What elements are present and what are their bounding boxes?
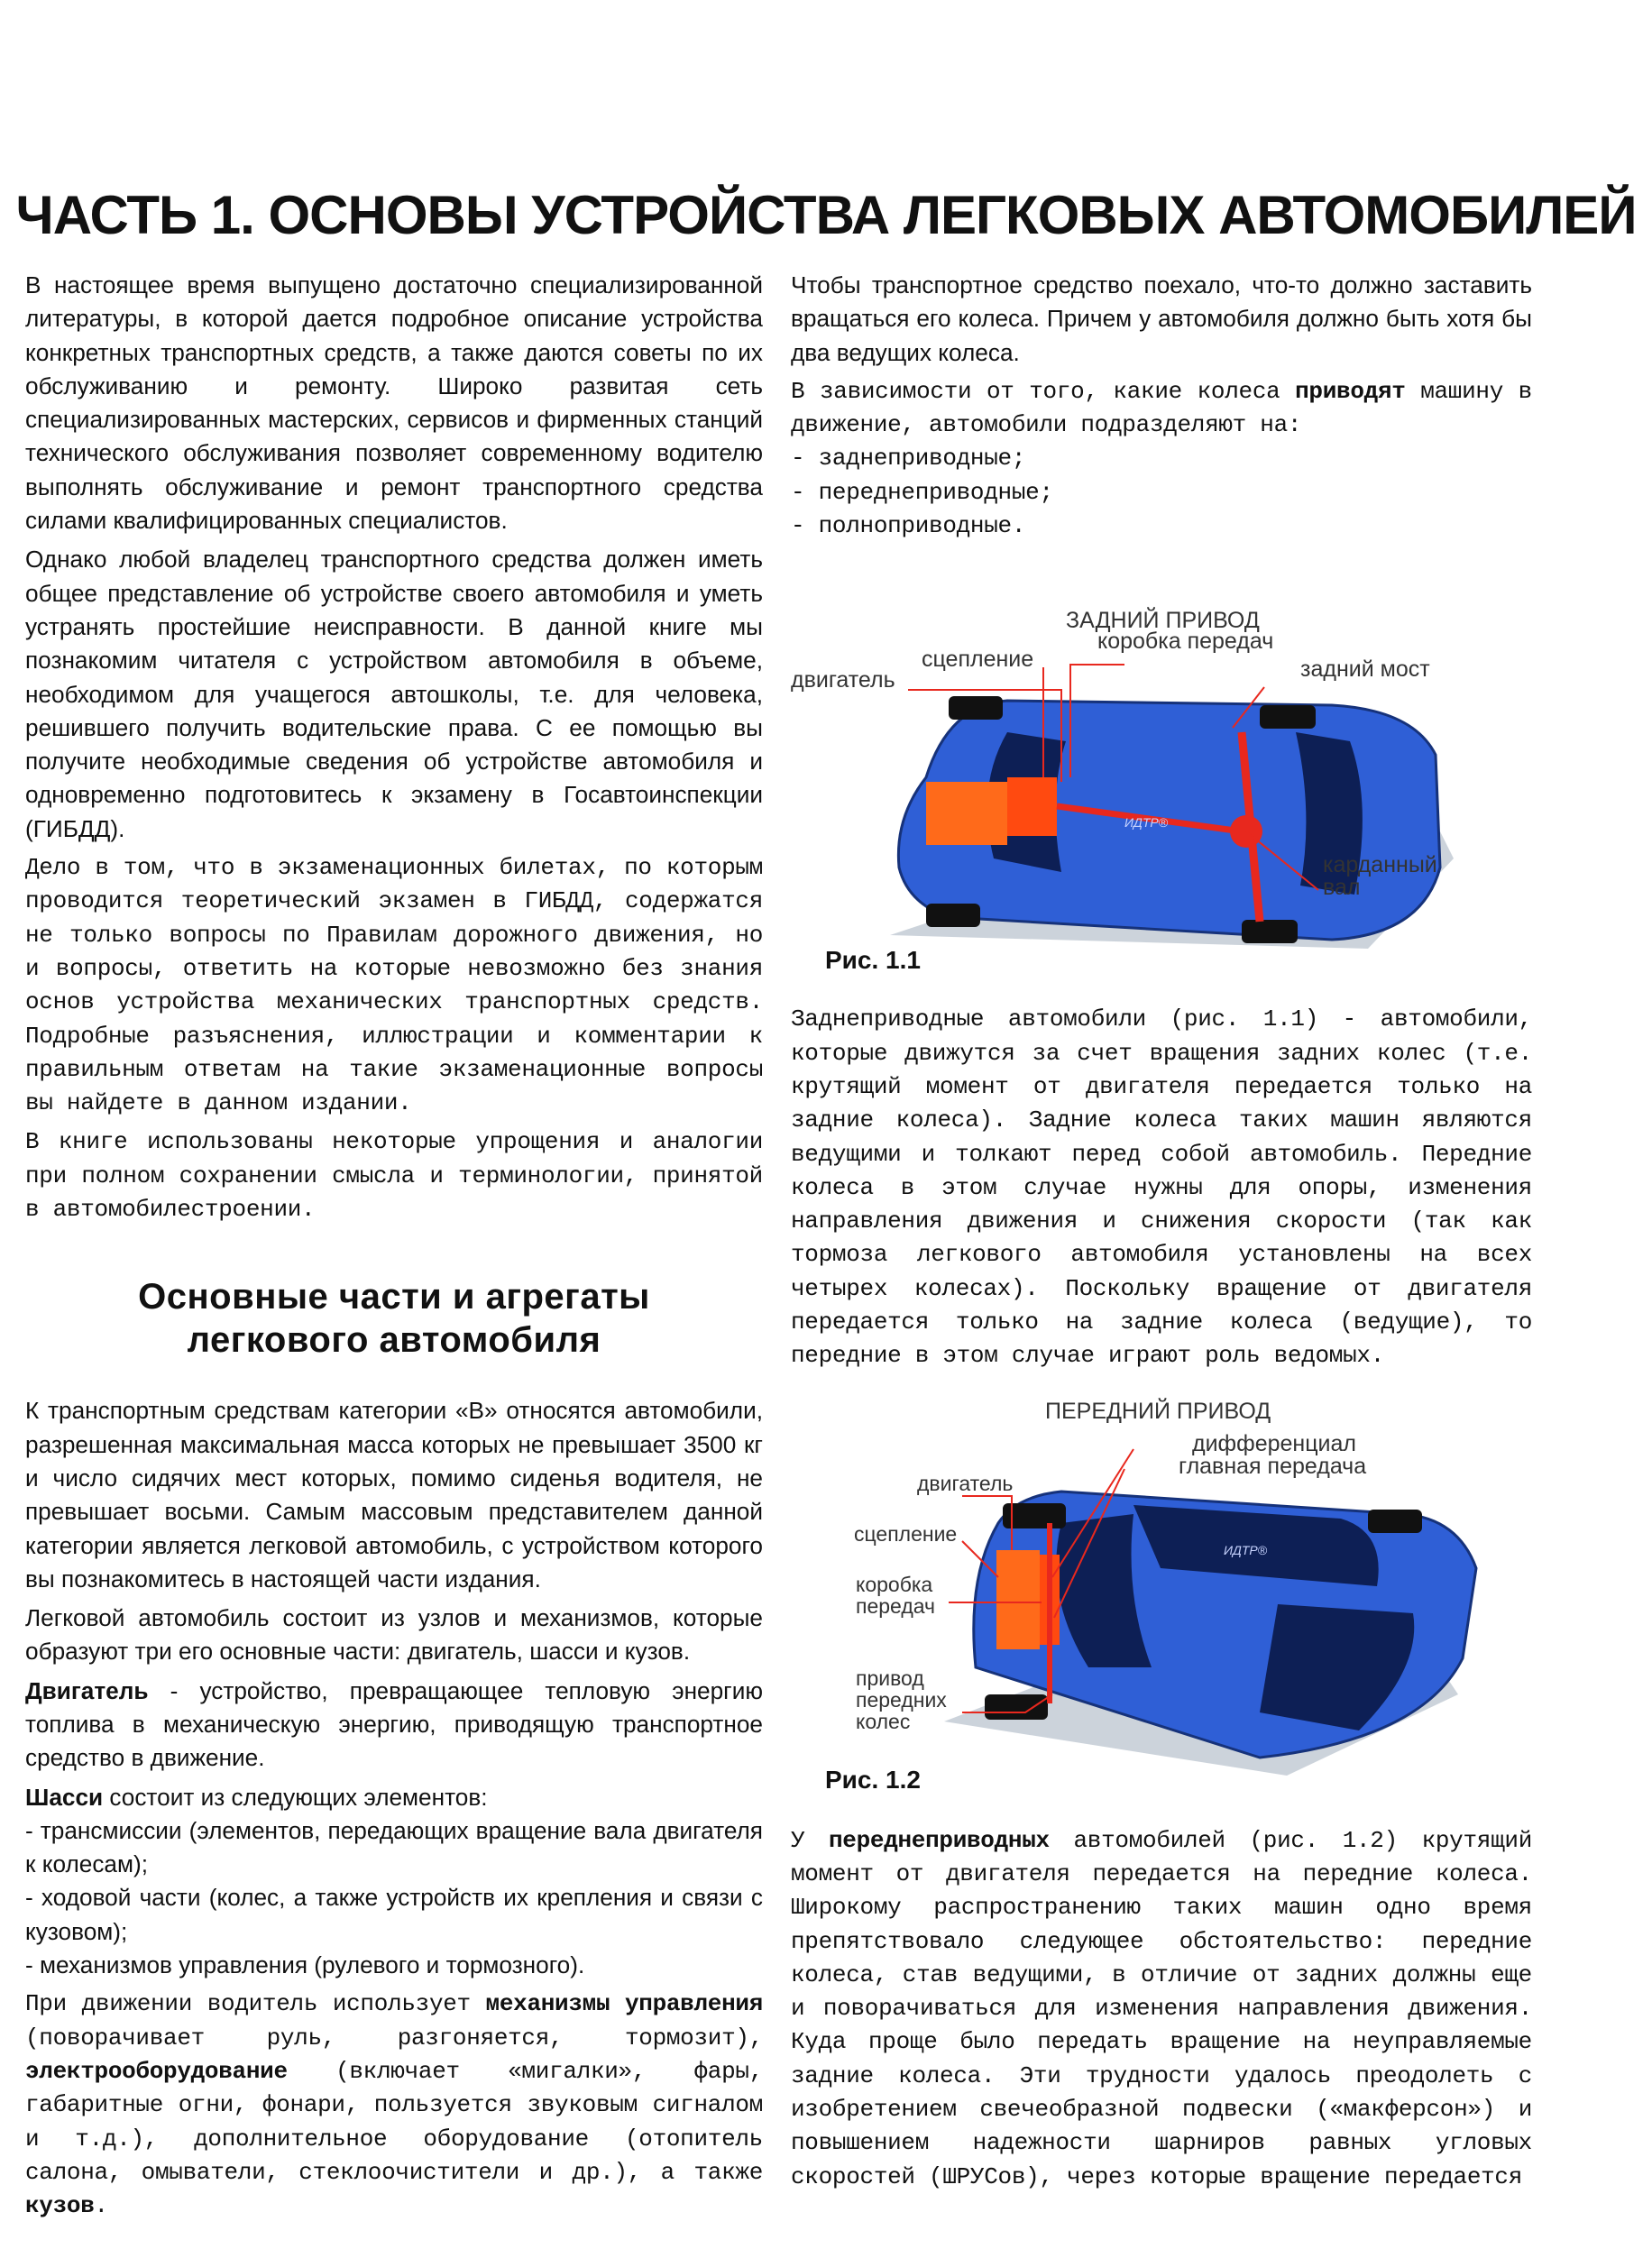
rear-drive-diagram <box>791 561 1532 985</box>
text: У <box>791 1826 829 1854</box>
label-driveshaft: карданный <box>1323 852 1437 878</box>
text: - устройство, превращающее тепловую энергию топлива в механическую энергию, приводящую транспортное средство в движение. <box>25 1676 763 1772</box>
list-item: - ходовой части (колес, а также устройств их крепления и связи с кузовом); <box>25 1884 763 1945</box>
label-front-drive: передних <box>856 1687 947 1712</box>
label-gearbox: коробка передач <box>1097 629 1274 655</box>
wheel-rear-left <box>1260 705 1316 729</box>
paragraph: Заднеприводные автомобили (рис. 1.1) - автомобили, которые движутся за счет вращения задних колес (т.е. крутящий момент от двигателя передается только на задние колеса). Задние колеса таких машин являются ведущими и толкают перед собой автомобиль. Передние колеса в этом случае нужны для опоры, изменения направления движения и снижения скорости (так как тормоза легкового автомобиля установлены на всех четырех колесах). Поскольку вращение от двигателя передается только на задние колеса (ведущие), то передние в этом случае играют роль ведомых. <box>791 1005 1532 1370</box>
paragraph <box>791 1824 1532 2194</box>
paragraph: К транспортным средствам категории «В» относятся автомобили, разрешенная максимальная масса которых не превышает 3500 кг и число сидячих мест которых, помимо сиденья водителя, не превышает восьми. Самым массовым представителем данной категории является легковой автомобиль, с устройством которого вы познакомитесь в настоящей части издания. <box>25 1397 763 1593</box>
engine-block <box>996 1550 1040 1649</box>
engine-block <box>926 782 1007 845</box>
text: (поворачивает руль, разгоняется, тормозит), <box>25 2024 763 2052</box>
figure-caption: Рис. 1.2 <box>825 1765 921 1794</box>
wheel-front-right <box>926 904 980 927</box>
wheel-front-left <box>949 696 1003 720</box>
wheel-front-right <box>985 1694 1048 1720</box>
label-clutch: сцепление <box>854 1521 958 1546</box>
term: переднеприводных <box>828 1826 1050 1854</box>
term: кузов <box>25 2192 95 2220</box>
label-differential: дифференциал <box>1192 1430 1356 1456</box>
list-item: - полноприводные. <box>791 512 1026 540</box>
text: автомобилей (рис. 1.2) крутящий момент от двигателя передается на передние колеса. Широкому распространению таких машин одно время препятствовало следующее обстоятельство: передние колеса, став ведущими, в отличие от задних должны еще и поворачиваться для изменения направления движения. Куда проще было передать вращение на неуправляемые задние колеса. Эти трудности удалось преодолеть с изобретением свечеобразной подвески («макферсон») и повышением надежности шарниров равных угловых скоростей (ШРУСов), через которые вращение передается <box>791 1826 1532 2190</box>
list-item: - переднеприводные; <box>791 478 1053 506</box>
term: механизмы управления <box>485 1990 763 2018</box>
figure-caption: Рис. 1.1 <box>825 946 921 975</box>
wheel-rear-right <box>1242 920 1298 943</box>
section-heading <box>25 1275 763 1362</box>
brand-mark: ИДТР® <box>1224 1542 1268 1557</box>
label-engine: двигатель <box>791 667 895 693</box>
text: В зависимости от того, какие колеса <box>791 377 1296 405</box>
label-gearbox: коробка <box>856 1572 933 1596</box>
figure-rear-drive <box>791 561 1532 985</box>
paragraph <box>791 375 1532 443</box>
paragraph: Легковой автомобиль состоит из узлов и механизмов, которые образуют три его основные части: двигатель, шасси и кузов. <box>25 1604 763 1666</box>
paragraph <box>25 1987 763 2223</box>
section-heading-line: Основные части и агрегаты <box>138 1277 650 1317</box>
text: состоит из следующих элементов: <box>103 1783 488 1811</box>
paragraph: В настоящее время выпущено достаточно специализированной литературы, в которой дается подробное описание устройства конкретных транспортных средств, а также даются советы по их обслуживанию и ремонту. Широко развитая сеть специализированных мастерских, сервисов и фирменных станций технического обслуживания позволяет современному водителю выполнять обслуживание и ремонт транспортного средства силами квалифицированных специалистов. <box>25 271 763 535</box>
paragraph: Дело в том, что в экзаменационных билетах, по которым проводится теоретический экзамен в ГИБДД, содержатся не только вопросы по Правилам дорожного движения, но и вопросы, ответить на которые невозможно без знания основ устройства механических транспортных средств. Подробные разъяснения, иллюстрации и комментарии к правильным ответам на такие экзаменационные вопросы вы найдете в данном издании. <box>25 854 763 1117</box>
term: приводят <box>1295 377 1406 405</box>
label-gearbox: передач <box>856 1593 936 1618</box>
gearbox-block <box>1007 777 1057 836</box>
label-front-drive: привод <box>856 1666 924 1690</box>
list-item: - заднеприводные; <box>791 445 1026 473</box>
wheel-rear-left <box>1368 1510 1422 1533</box>
paragraph <box>25 1675 763 1776</box>
paragraph: Однако любой владелец транспортного средства должен иметь общее представление об устройстве своего автомобиля и уметь устранять простейшие неисправности. В данной книге мы познакомим читателя с устройством автомобиля в объеме, необходимом для учащегося автошколы, т.е. для человека, решившего получить водительские права. С ее помощью вы получите необходимые сведения об устройстве автомобиля и одновременно подготовитесь к экзамену в Госавтоинспекции (ГИБДД). <box>25 546 763 842</box>
fig2-title: ПЕРЕДНИЙ ПРИВОД <box>1045 1398 1271 1424</box>
paragraph: В книге использованы некоторые упрощения и аналогии при полном сохранении смысла и терминологии, принятой в автомобилестроении. <box>25 1128 763 1224</box>
text: машину в движение, автомобили подразделяют на: <box>791 377 1532 439</box>
label-rear-axle: задний мост <box>1300 656 1430 683</box>
term: электрооборудование <box>25 2057 288 2085</box>
right-column <box>791 269 1532 2199</box>
text: (включает «мигалки», фары, габаритные огни, фонари, пользуется звуковым сигналом и т.д.), дополнительное оборудование (отопитель салона, омыватели, стеклоочистители и др.), а также <box>25 2057 763 2186</box>
text: . <box>94 2192 108 2220</box>
paragraph: Чтобы транспортное средство поехало, что-то должно заставить вращаться его колеса. Причем у автомобиля должно быть хотя бы два ведущих колеса. <box>791 271 1532 366</box>
text: При движении водитель использует <box>25 1990 486 2018</box>
section-heading-line: легкового автомобиля <box>187 1320 601 1361</box>
page-title: ЧАСТЬ 1. ОСНОВЫ УСТРОЙСТВА ЛЕГКОВЫХ АВТОМОБИЛЕЙ <box>15 185 1637 245</box>
list-item: - механизмов управления (рулевого и тормозного). <box>25 1951 585 1979</box>
label-clutch: сцепление <box>922 647 1034 673</box>
term: Двигатель <box>25 1676 149 1704</box>
term: Шасси <box>25 1783 104 1811</box>
brand-mark: ИДТР® <box>1124 815 1169 831</box>
paragraph <box>25 1781 763 1814</box>
front-drive-diagram <box>791 1397 1532 1824</box>
figure-front-drive <box>791 1397 1532 1824</box>
label-front-drive: колес <box>856 1709 911 1733</box>
fig1-title: ЗАДНИЙ ПРИВОД <box>1066 608 1260 634</box>
label-engine: двигатель <box>917 1471 1014 1495</box>
left-column <box>25 269 763 2228</box>
list-item: - трансмиссии (элементов, передающих вращение вала двигателя к колесам); <box>25 1816 763 1878</box>
label-driveshaft: вал <box>1323 875 1361 901</box>
label-main-gear: главная передача <box>1179 1453 1367 1479</box>
